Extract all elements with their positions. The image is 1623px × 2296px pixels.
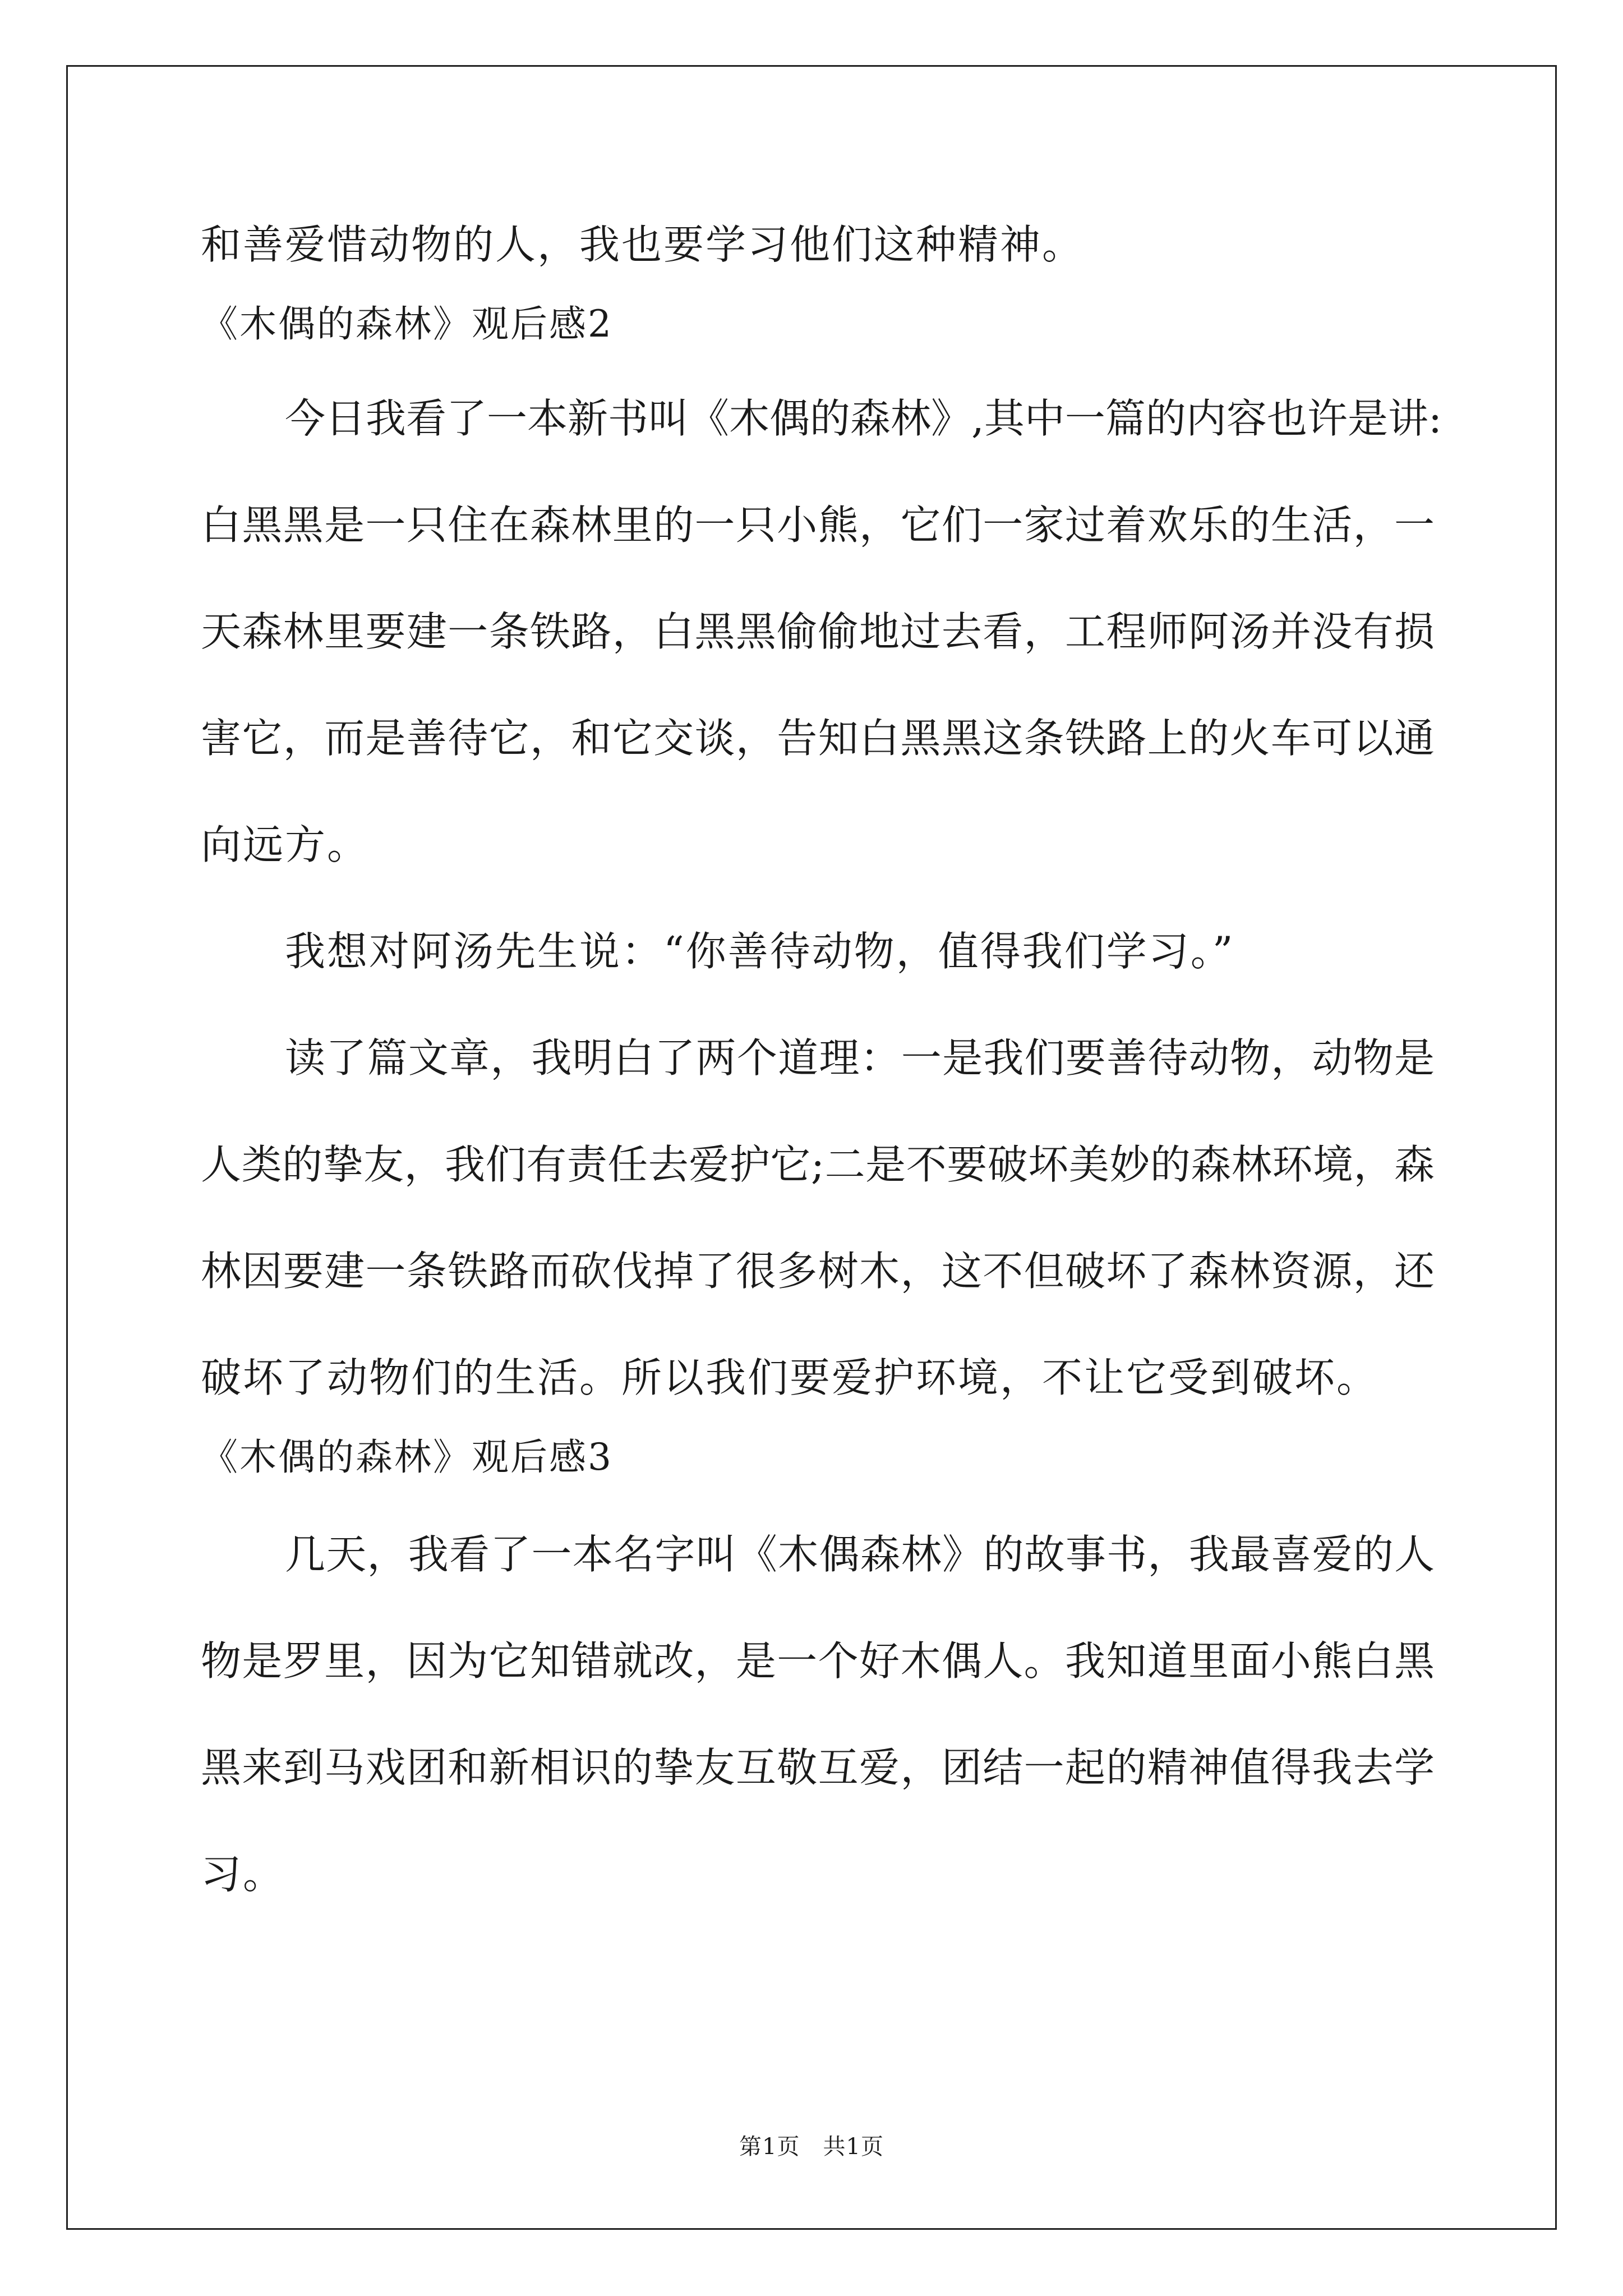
paragraph-line: 白黑黑是一只住在森林里的一只小熊，它们一家过着欢乐的生活，一 (201, 501, 1435, 549)
paragraph-line: 几天，我看了一本名字叫《木偶森林》的故事书，我最喜爱的人 (285, 1531, 1435, 1578)
paragraph-line: 林因要建一条铁路而砍伐掉了很多树木，这不但破坏了森林资源，还 (201, 1248, 1435, 1295)
section-heading: 《木偶的森林》观后感2 (201, 302, 613, 346)
paragraph-line: 物是罗里，因为它知错就改，是一个好木偶人。我知道里面小熊白黑 (201, 1637, 1435, 1685)
paragraph-line: 天森林里要建一条铁路，白黑黑偷偷地过去看，工程师阿汤并没有损 (201, 608, 1435, 655)
paragraph-line: 向远方。 (201, 821, 370, 868)
paragraph-line: 读了篇文章，我明白了两个道理：一是我们要善待动物，动物是 (285, 1034, 1435, 1082)
paragraph-line: 习。 (201, 1851, 285, 1898)
paragraph-line: 人类的挚友，我们有责任去爱护它;二是不要破坏美妙的森林环境，森 (201, 1141, 1435, 1188)
paragraph-line: 我想对阿汤先生说：“你善待动物，值得我们学习。” (285, 928, 1235, 975)
page-number: 第1页 共1页 (739, 2134, 884, 2160)
paragraph-line: 破坏了动物们的生活。所以我们要爱护环境，不让它受到破坏。 (201, 1354, 1379, 1401)
paragraph-line: 黑来到马戏团和新相识的挚友互敬互爱，团结一起的精神值得我去学 (201, 1744, 1435, 1791)
paragraph-line: 和善爱惜动物的人，我也要学习他们这种精神。 (201, 221, 1085, 268)
paragraph-line: 害它，而是善待它，和它交谈，告知白黑黑这条铁路上的火车可以通 (201, 715, 1435, 762)
paragraph-line: 今日我看了一本新书叫《木偶的森林》,其中一篇的内容也许是讲: (285, 395, 1442, 442)
section-heading: 《木偶的森林》观后感3 (201, 1435, 613, 1479)
